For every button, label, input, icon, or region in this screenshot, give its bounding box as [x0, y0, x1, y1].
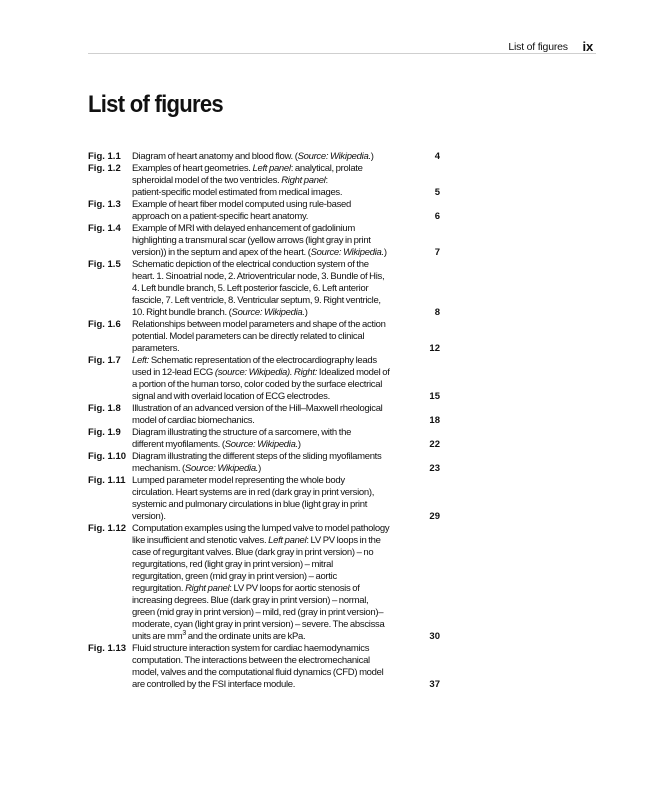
caption-line: [132, 439, 418, 451]
figure-page-number: 22: [429, 439, 440, 450]
caption-text: Schematic representation of the electrocardiography leads: [149, 355, 377, 366]
caption-line: [132, 451, 418, 463]
caption-line: [132, 211, 418, 223]
figure-caption: [132, 403, 418, 427]
caption-text: version)) in the septum and apex of the heart. (: [132, 247, 311, 258]
page-number: ix: [582, 39, 593, 54]
caption-text: mechanism. (: [132, 463, 185, 474]
caption-line: [132, 583, 418, 595]
caption-line: [132, 295, 418, 307]
caption-line: [132, 523, 418, 535]
caption-text: case of regurgitant valves. Blue (dark gray in print version) – no: [132, 547, 374, 558]
figure-entry: [88, 319, 448, 355]
figure-page-number: 29: [429, 511, 440, 522]
caption-italic-text: Left panel: [268, 535, 307, 546]
caption-text: increasing degrees. Blue (dark gray in print version) – normal,: [132, 595, 369, 606]
figure-caption: [132, 427, 418, 451]
figure-entry: [88, 427, 448, 451]
figure-caption: [132, 223, 418, 259]
caption-text: regurgitation.: [132, 583, 186, 594]
page-title: List of figures: [88, 91, 223, 118]
caption-line: [132, 271, 418, 283]
header-rule: [88, 53, 596, 54]
figure-list: [88, 151, 448, 691]
caption-text: :: [325, 175, 328, 186]
caption-text: fascicle, 7. Left ventricle, 8. Ventricular septum, 9. Right ventricle,: [132, 295, 381, 306]
figure-entry: [88, 151, 448, 163]
figure-number: Fig. 1.3: [88, 199, 121, 210]
caption-line: [132, 331, 418, 343]
figure-page-number: 5: [434, 187, 440, 198]
caption-text: computation. The interactions between the electromechanical: [132, 655, 370, 666]
caption-line: [132, 319, 418, 331]
caption-line: [132, 235, 418, 247]
caption-text: : LV PV loops for aortic stenosis of: [229, 583, 360, 594]
caption-text: model, valves and the computational fluid dynamics (CFD) model: [132, 667, 384, 678]
caption-text: Fluid structure interaction system for cardiac haemodynamics: [132, 643, 370, 654]
figure-number: Fig. 1.9: [88, 427, 121, 438]
figure-entry: [88, 523, 448, 643]
caption-text: circulation. Heart systems are in red (dark gray in print version),: [132, 487, 375, 498]
caption-text: are controlled by the FSI interface module.: [132, 679, 296, 690]
figure-caption: [132, 475, 418, 523]
figure-page-number: 8: [434, 307, 440, 318]
caption-line: [132, 247, 418, 259]
caption-text: different myofilaments. (: [132, 439, 225, 450]
caption-italic-text: Source: Wikipedia.: [224, 439, 298, 450]
figure-page-number: 30: [429, 631, 440, 642]
figure-number: Fig. 1.8: [88, 403, 121, 414]
caption-text: systemic and pulmonary circulations in blue (light gray in print: [132, 499, 368, 510]
caption-text: Idealized model of: [317, 367, 390, 378]
caption-line: [132, 427, 418, 439]
caption-text: ): [370, 151, 374, 162]
caption-line: [132, 391, 418, 403]
caption-text: a portion of the human torso, color coded by the surface electrical: [132, 379, 383, 390]
figure-page-number: 18: [429, 415, 440, 426]
caption-text: heart. 1. Sinoatrial node, 2. Atrioventricular node, 3. Bundle of His,: [132, 271, 385, 282]
caption-text: 3: [182, 629, 186, 637]
caption-line: [132, 343, 418, 355]
figure-entry: [88, 199, 448, 223]
figure-number: Fig. 1.12: [88, 523, 127, 534]
figure-page-number: 15: [429, 391, 440, 402]
caption-italic-text: (source: Wikipedia). Right:: [214, 367, 318, 378]
caption-text: version).: [132, 511, 166, 522]
figure-number: Fig. 1.13: [88, 643, 127, 654]
figure-caption: [132, 199, 418, 223]
caption-text: regurgitation, green (mid gray in print version) – aortic: [132, 571, 337, 582]
caption-italic-text: Source: Wikipedia.: [231, 307, 305, 318]
caption-text: : analytical, prolate: [290, 163, 363, 174]
caption-line: [132, 499, 418, 511]
figure-page-number: 37: [429, 679, 440, 690]
caption-line: [132, 607, 418, 619]
caption-text: patient-specific model estimated from medical images.: [132, 187, 343, 198]
figure-number: Fig. 1.10: [88, 451, 127, 462]
figure-caption: [132, 355, 418, 403]
caption-text: ): [383, 247, 387, 258]
caption-line: [132, 283, 418, 295]
caption-line: [132, 511, 418, 523]
caption-italic-text: Right panel: [281, 175, 326, 186]
figure-caption: [132, 319, 418, 355]
caption-line: [132, 151, 418, 163]
caption-line: [132, 475, 418, 487]
figure-caption: [132, 523, 418, 643]
caption-text: used in 12-lead ECG: [132, 367, 215, 378]
caption-italic-text: Source: Wikipedia.: [310, 247, 384, 258]
caption-text: green (mid gray in print version) – mild, red (gray in print version)–: [132, 607, 384, 618]
caption-text: ): [258, 463, 262, 474]
caption-line: [132, 259, 418, 271]
caption-text: regurgitations, red (light gray in print version) – mitral: [132, 559, 333, 570]
caption-text: units are mm: [132, 631, 183, 642]
caption-line: [132, 595, 418, 607]
caption-text: Computation examples using the lumped valve to model pathology: [132, 523, 390, 534]
caption-line: [132, 679, 418, 691]
figure-number: Fig. 1.2: [88, 163, 121, 174]
caption-text: ): [304, 307, 308, 318]
figure-caption: [132, 151, 418, 163]
caption-text: : LV PV loops in the: [306, 535, 381, 546]
caption-text: and the ordinate units are kPa.: [185, 631, 306, 642]
figure-page-number: 23: [429, 463, 440, 474]
caption-text: like insufficient and stenotic valves.: [132, 535, 269, 546]
caption-text: Relationships between model parameters and shape of the action: [132, 319, 386, 330]
figure-page-number: 6: [434, 211, 440, 222]
caption-line: [132, 223, 418, 235]
caption-line: [132, 463, 418, 475]
caption-line: [132, 415, 418, 427]
figure-entry: [88, 475, 448, 523]
caption-text: moderate, cyan (light gray in print version) – severe. The abscissa: [132, 619, 385, 630]
figure-page-number: 7: [434, 247, 440, 258]
figure-number: Fig. 1.1: [88, 151, 121, 162]
caption-line: [132, 379, 418, 391]
caption-text: signal and with overlaid location of ECG electrodes.: [132, 391, 330, 402]
caption-italic-text: Left:: [132, 355, 149, 366]
caption-text: spheroidal model of the two ventricles.: [132, 175, 282, 186]
running-header: [88, 38, 593, 53]
figure-entry: [88, 451, 448, 475]
caption-text: Schematic depiction of the electrical conduction system of the: [132, 259, 369, 270]
figure-entry: [88, 403, 448, 427]
figure-number: Fig. 1.11: [88, 475, 126, 486]
figure-number: Fig. 1.4: [88, 223, 121, 234]
caption-line: [132, 571, 418, 583]
caption-line: [132, 643, 418, 655]
caption-line: [132, 535, 418, 547]
figure-number: Fig. 1.6: [88, 319, 121, 330]
caption-text: Diagram illustrating the structure of a sarcomere, with the: [132, 427, 352, 438]
figure-caption: [132, 163, 418, 199]
caption-line: [132, 559, 418, 571]
running-title: List of figures: [508, 41, 568, 53]
figure-number: Fig. 1.5: [88, 259, 121, 270]
caption-text: ): [297, 439, 301, 450]
caption-line: [132, 355, 418, 367]
caption-line: [132, 175, 418, 187]
caption-text: Lumped parameter model representing the whole body: [132, 475, 345, 486]
figure-page-number: 4: [434, 151, 440, 162]
caption-line: [132, 667, 418, 679]
caption-text: Example of MRI with delayed enhancement of gadolinium: [132, 223, 355, 234]
caption-text: potential. Model parameters can be directly related to clinical: [132, 331, 365, 342]
caption-italic-text: Left panel: [252, 163, 291, 174]
caption-line: [132, 655, 418, 667]
caption-text: Examples of heart geometries.: [132, 163, 253, 174]
caption-text: Diagram illustrating the different steps of the sliding myofilaments: [132, 451, 382, 462]
figure-page-number: 12: [429, 343, 440, 354]
caption-line: [132, 487, 418, 499]
figure-entry: [88, 259, 448, 319]
figure-caption: [132, 643, 418, 691]
caption-italic-text: Source: Wikipedia.: [297, 151, 371, 162]
figure-caption: [132, 259, 418, 319]
figure-entry: [88, 223, 448, 259]
caption-text: approach on a patient-specific heart anatomy.: [132, 211, 309, 222]
figure-caption: [132, 451, 418, 475]
caption-text: 10. Right bundle branch. (: [132, 307, 232, 318]
figure-number: Fig. 1.7: [88, 355, 121, 366]
caption-text: parameters.: [132, 343, 180, 354]
caption-text: Diagram of heart anatomy and blood flow. (: [132, 151, 298, 162]
caption-line: [132, 631, 418, 643]
caption-text: Illustration of an advanced version of the Hill–Maxwell rheological: [132, 403, 383, 414]
caption-text: highlighting a transmural scar (yellow arrows (light gray in print: [132, 235, 371, 246]
caption-line: [132, 307, 418, 319]
caption-line: [132, 367, 418, 379]
caption-line: [132, 187, 418, 199]
caption-line: [132, 199, 418, 211]
figure-entry: [88, 163, 448, 199]
figure-entry: [88, 355, 448, 403]
caption-text: 4. Left bundle branch, 5. Left posterior fascicle, 6. Left anterior: [132, 283, 369, 294]
caption-italic-text: Right panel: [185, 583, 230, 594]
caption-line: [132, 547, 418, 559]
caption-line: [132, 403, 418, 415]
caption-italic-text: Source: Wikipedia.: [184, 463, 259, 474]
caption-line: [132, 619, 418, 631]
caption-text: model of cardiac biomechanics.: [132, 415, 255, 426]
caption-text: Example of heart fiber model computed using rule-based: [132, 199, 351, 210]
caption-line: [132, 163, 418, 175]
figure-entry: [88, 643, 448, 691]
